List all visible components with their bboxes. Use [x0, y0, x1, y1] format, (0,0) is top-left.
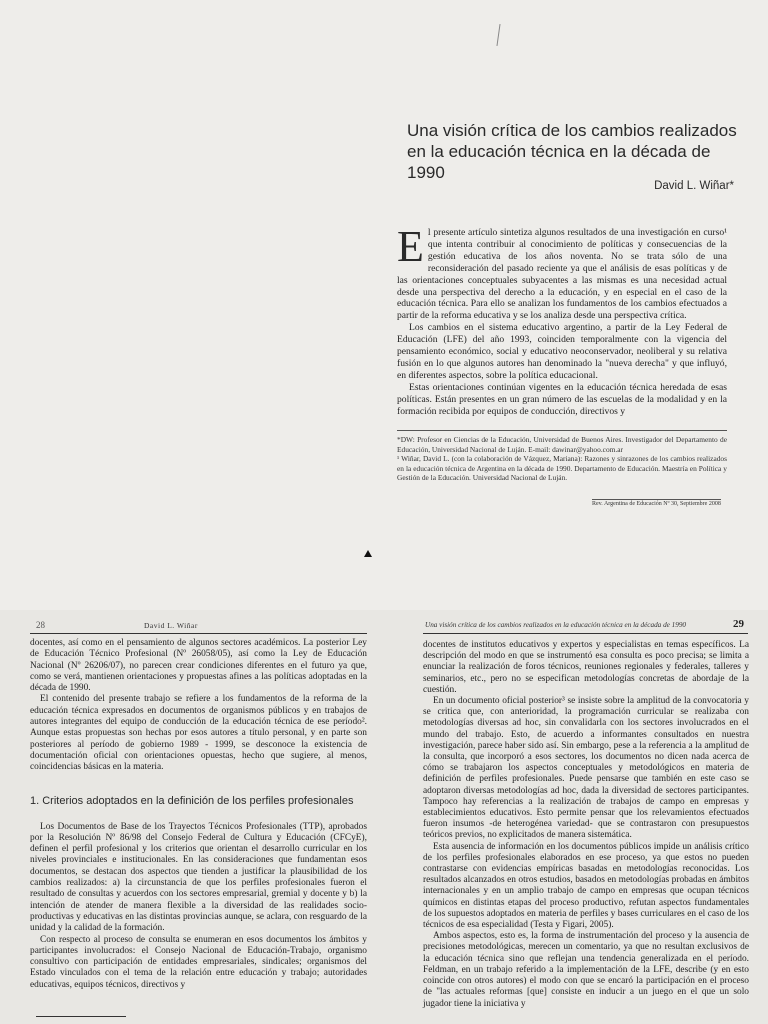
left-running-head: David L. Wiñar: [144, 621, 198, 630]
body-paragraph: Esta ausencia de información en los documentos públicos impide un análisis crítico de los perfiles profesionales elaborados en ese proceso, ya que estos no pueden contrastarse con evidencias empíricas basadas en metodologías reconocidas. Los resultados alcanzados en otros estudios, basados en metodologías probadas en ámbitos internacionales y en un amplio trabajo de campo en empresas que ocupan técnicos químicos en distintas etapas del proceso productivo, refutan aspectos fundamentales de los supuestos adoptados en materia de perfiles y bases curriculares en el caso de los técnicos de esa especialidad (Testa y Figari, 2005).: [423, 841, 749, 931]
section-heading: 1. Criterios adoptados en la definición de los perfiles profesionales: [30, 794, 354, 807]
body-paragraph: docentes, así como en el pensamiento de algunos sectores académicos. La posterior Ley de Educación Técnico Profesional (Nº 26058/05), así como la Ley de Educación Nacional (Nº 26206/07), no parecen crear condiciones diferentes en el futuro ya que, como se verá, mantienen orientaciones y propuestas afines a las políticas adoptadas en la década de 1990.: [30, 638, 367, 694]
journal-citation: Rev. Argentina de Educación Nº 30, Septiembre 2008: [592, 501, 721, 507]
right-page-number: 29: [733, 618, 744, 630]
triangle-marker-icon: [364, 550, 372, 557]
footnote: *DW: Profesor en Ciencias de la Educación, Universidad de Buenos Aires. Investigador del Departamento de Educación, Universidad Nacional de Luján. E-mail: dawinar@yahoo.com.ar: [397, 435, 727, 454]
body-paragraph: docentes de institutos educativos y expertos y especialistas en temas específicos. La descripción del modo en que se instrumentó esa consulta es poco precisa; se limita a enunciar la realización de foros técnicos, reuniones regionales y federales, talleres y seminarios, etc., pero no se especifican metodologías concretas de abordaje de la cuestión.: [423, 640, 749, 695]
right-running-head: Una visión crítica de los cambios realizados en la educación técnica en la década de 1990: [425, 621, 687, 629]
left-header-rule: [30, 633, 367, 634]
drop-cap: E: [397, 222, 424, 271]
right-page-column: [423, 640, 749, 1010]
article-author: David L. Wiñar*: [654, 180, 734, 192]
body-paragraph: Ambos aspectos, esto es, la forma de instrumentación del proceso y la ausencia de precisiones metodológicas, merecen un comentario, ya que no resultan exclusivos de la educación técnica sino que reflejan una tendencia generalizada en el período. Feldman, en un trabajo referido a la implementación de la LFE, describe (y en esto coincide con otros autores) el modo con que se encaró la participación en el proceso de "las actuales reformas [que] consiste en inducir a un juego en el que un solo jugador tiene la iniciativa y: [423, 931, 749, 1009]
body-paragraph: Estas orientaciones continúan vigentes en la educación técnica heredada de esas políticas. Están presentes en un gran número de las escuelas de la modalidad y en la formación recibida por equipos de conducción, directivos y: [397, 381, 727, 417]
footnotes: [397, 435, 727, 483]
intro-text: l presente artículo sintetiza algunos resultados de una investigación en curso¹ que intenta contribuir al conocimiento de políticas y consecuencias de la gestión educativa de los años noventa. No se trata sólo de una reconsideración del pasado reciente ya que el análisis de esas políticas y de las orientaciones conceptuales subyacentes a las mismas es una necesidad actual desde una perspectiva del derecho a la educación, y en especial en el caso de la educación técnica. Para ello se analizan los fundamentos de los cambios efectuados a partir de la reforma educativa y se los analiza desde una perspectiva crítica.: [397, 227, 727, 322]
left-page-column: [30, 638, 367, 991]
body-paragraph: Con respecto al proceso de consulta se enumeran en esos documentos los ámbitos y participantes involucrados: el Consejo Nacional de Educación-Trabajo, organismo consultivo con participación de entidades empresariales, sindicales; organismos del Estado vinculados con el tema de la relación entre educación y trabajo; autoridades educativas, equipos técnicos, directivos y: [30, 934, 367, 990]
footnote: ¹ Wiñar, David L. (con la colaboración de Vázquez, Mariana): Razones y sinrazones de los cambios realizados en la educación técnica de Argentina en la década de 1990. Departamento de Educación. Maestría en Política y Gestión de la Educación. Universidad Nacional de Luján.: [397, 454, 727, 483]
footnote-divider: [397, 430, 727, 431]
body-paragraph: En un documento oficial posterior³ se insiste sobre la amplitud de la convocatoria y se critica que, con anterioridad, la programación curricular se realizaba con metodologías diversas ad hoc, sin convalidarla con los sectores involucrados en el mundo del trabajo. Esto, de acuerdo a informantes consultados en nuestra investigación, parece haber sido así. Sin embargo, pese a la referencia a la amplitud de la consulta, que incorporó a esos sectores, los documentos no dicen nada acerca de cómo se trabajaron los aspectos conceptuales y metodológicos en materia de definición de perfiles profesionales. Puede pensarse que también en este caso se adoptaron diversas metodologías ad hoc, dada la diversidad de sectores participantes. Tampoco hay referencias a la realización de trabajos de campo en empresas y establecimientos educativos. Esto permite pensar que los relevamientos efectuados fueron insumos -de heterogénea variedad- que se contrastaron con presupuestos teóricos previos, no explicitados de manera sistemática.: [423, 696, 749, 841]
right-header-rule: [423, 633, 748, 634]
body-paragraph: El contenido del presente trabajo se refiere a los fundamentos de la reforma de la educación técnica expresados en documentos de organismos públicos y en trabajos de autores integrantes del equipo de conducción de la educación técnica de ese período². Aunque estas propuestas son hechas por esos autores a título personal, y en parte son posteriores al período de gobierno 1989 - 1999, se desconoce la existencia de documentación oficial con orientaciones opuestas, hecho que sugiere, al menos, coincidencias básicas en la materia.: [30, 694, 367, 773]
body-paragraph: Los Documentos de Base de los Trayectos Técnicos Profesionales (TTP), aprobados por la Resolución Nº 86/98 del Consejo Federal de Cultura y Educación (CFCyE), definen el perfil profesional y los criterios que orientan el desarrollo curricular en los niveles provinciales e institucionales. En las consideraciones que fundamentan esos documentos, se destacan dos aspectos que tienden a justificar la plausibilidad de los cambios realizados: a) la circunstancia de que los perfiles profesionales fueron el resultado de consultas y acuerdos con los sectores empresarial, gremial y docente y b) la intención de atender de manera flexible a la diversidad de las realidades socio-productivas y educativas en las distintas provincias aunque, se aclara, con resguardo de la unidad y la calidad de la formación.: [30, 821, 367, 934]
intro-paragraph: [397, 222, 727, 322]
article-intro: [397, 222, 727, 418]
left-page-number: 28: [36, 620, 45, 630]
body-paragraph: Los cambios en el sistema educativo argentino, a partir de la Ley Federal de Educación (LFE) del año 1993, coinciden temporalmente con la vigencia del pensamiento económico, social y educativo neoconservador, neoliberal y su relativa fusión en lo que algunos autores han denominado la "nueva derecha" y que influyó, en diferentes aspectos, sobre la política educacional.: [397, 322, 727, 381]
article-title: Una visión crítica de los cambios realizados en la educación técnica en la década de 1990: [407, 121, 737, 182]
footnote-divider: [36, 1016, 126, 1017]
